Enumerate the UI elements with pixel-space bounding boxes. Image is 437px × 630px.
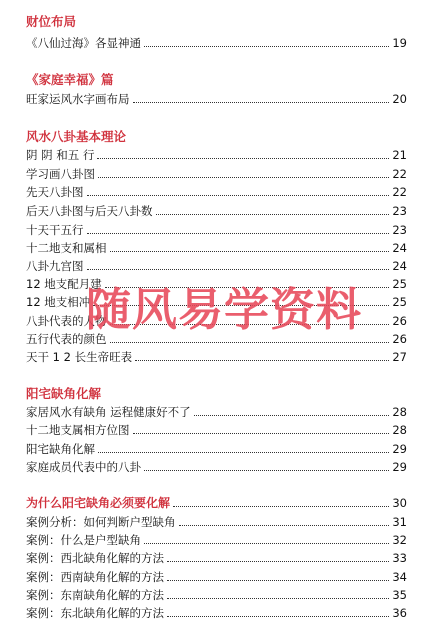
section-title-family: 《家庭幸福》篇 [26,72,114,87]
dot-leader [167,580,389,581]
toc-entry-label: 家庭成员代表中的八卦 [26,460,141,474]
toc-entry[interactable] [26,33,407,51]
toc-entry[interactable] [26,603,407,621]
toc-page-number: 25 [392,277,407,291]
toc-entry-label: 12 地支相冲 [26,295,91,309]
dot-leader [194,415,390,416]
toc-entry-label: 五行代表的颜色 [26,332,107,346]
toc-page-number: 24 [392,241,407,255]
dot-leader [167,616,389,617]
toc-entry-label: 案例：什么是户型缺角 [26,533,141,547]
toc-entry[interactable] [26,220,407,238]
toc-page-number: 29 [392,460,407,474]
dot-leader [179,525,390,526]
toc-page-number: 23 [392,204,407,218]
toc-entry[interactable] [26,238,407,256]
toc-entry-label: 十二地支属相方位图 [26,423,130,437]
toc-page-number: 20 [392,92,407,106]
toc-entry-label: 案例分析：如何判断户型缺角 [26,515,176,529]
toc-entry-label: 十二地支和属相 [26,241,107,255]
toc-entry[interactable] [26,89,407,107]
toc-entry-label: 案例：东南缺角化解的方法 [26,588,164,602]
toc-entry[interactable] [26,145,407,163]
toc-page-number: 24 [392,259,407,273]
toc-entry-label: 八卦代表的人物 [26,314,107,328]
toc-page-number: 23 [392,223,407,237]
toc-entry-label: 家居风水有缺角 运程健康好不了 [26,405,191,419]
toc-entry-label: 案例：西北缺角化解的方法 [26,551,164,565]
dot-leader [135,360,389,361]
toc-entry-label: 十天干五行 [26,223,84,237]
dot-leader [87,195,390,196]
toc-page-number: 35 [392,588,407,602]
watermark: 随风易学资料 [86,283,363,336]
toc-page-number: 34 [392,570,407,584]
dot-leader [98,177,389,178]
toc-entry-label: 学习画八卦图 [26,167,95,181]
toc-entry-label: 案例：西南缺角化解的方法 [26,570,164,584]
toc-page-number: 28 [392,423,407,437]
section-title-why-resolve: 为什么阳宅缺角必须要化解 [26,496,171,510]
dot-leader [144,543,389,544]
toc-entry-label: 阳宅缺角化解 [26,442,95,456]
dot-leader [144,470,389,471]
toc-entry-label: 天干 1 2 长生帝旺表 [26,350,133,364]
toc-page-number: 31 [392,515,407,529]
dot-leader [133,102,390,103]
section-title-entry[interactable] [26,493,407,511]
section-title-bagua-theory: 风水八卦基本理论 [26,129,127,144]
toc-entry[interactable] [26,347,407,365]
dot-leader [97,158,389,159]
section-title-wealth: 财位布局 [26,14,77,29]
dot-leader [156,214,390,215]
dot-leader [144,46,389,47]
toc-page-number: 29 [392,442,407,456]
dot-leader [173,506,389,507]
toc-entry[interactable] [26,585,407,603]
toc-entry-label: 案例：东北缺角化解的方法 [26,606,164,620]
toc-page-number: 26 [392,332,407,346]
toc-page-number: 22 [392,167,407,181]
toc-page-number: 30 [392,496,407,510]
toc-entry-label: 旺家运风水字画布局 [26,92,130,106]
dot-leader [87,233,390,234]
dot-leader [133,433,390,434]
toc-entry[interactable] [26,567,407,585]
toc-entry-label: 先天八卦图 [26,185,84,199]
toc-page-number: 32 [392,533,407,547]
toc-entry[interactable] [26,402,407,420]
toc-page-number: 26 [392,314,407,328]
toc-entry[interactable] [26,512,407,530]
toc-entry[interactable] [26,164,407,182]
toc-entry-label: 12 地支配月建 [26,277,102,291]
toc-page-number: 21 [392,148,407,162]
section-title-missing-corner: 阳宅缺角化解 [26,386,102,401]
toc-entry[interactable] [26,548,407,566]
toc-page-number: 19 [392,36,407,50]
toc-entry-label: 阴 阴 和五 行 [26,148,95,162]
toc-page-number: 33 [392,551,407,565]
toc-page-number: 36 [392,606,407,620]
dot-leader [167,561,389,562]
toc-entry[interactable] [26,420,407,438]
toc-page-number: 28 [392,405,407,419]
toc-page-number: 27 [392,350,407,364]
toc-entry[interactable] [26,182,407,200]
toc-entry[interactable] [26,256,407,274]
dot-leader [110,251,390,252]
dot-leader [110,342,390,343]
toc-entry-label: 后天八卦图与后天八卦数 [26,204,153,218]
toc-page-number: 25 [392,295,407,309]
toc-entry-label: 八卦九宫图 [26,259,84,273]
dot-leader [87,269,390,270]
toc-entry[interactable] [26,201,407,219]
toc-entry[interactable] [26,530,407,548]
toc-page-number: 22 [392,185,407,199]
toc-entry-label: 《八仙过海》各显神通 [26,36,141,50]
toc-entry[interactable] [26,439,407,457]
dot-leader [167,598,389,599]
dot-leader [98,452,389,453]
toc-entry[interactable] [26,457,407,475]
